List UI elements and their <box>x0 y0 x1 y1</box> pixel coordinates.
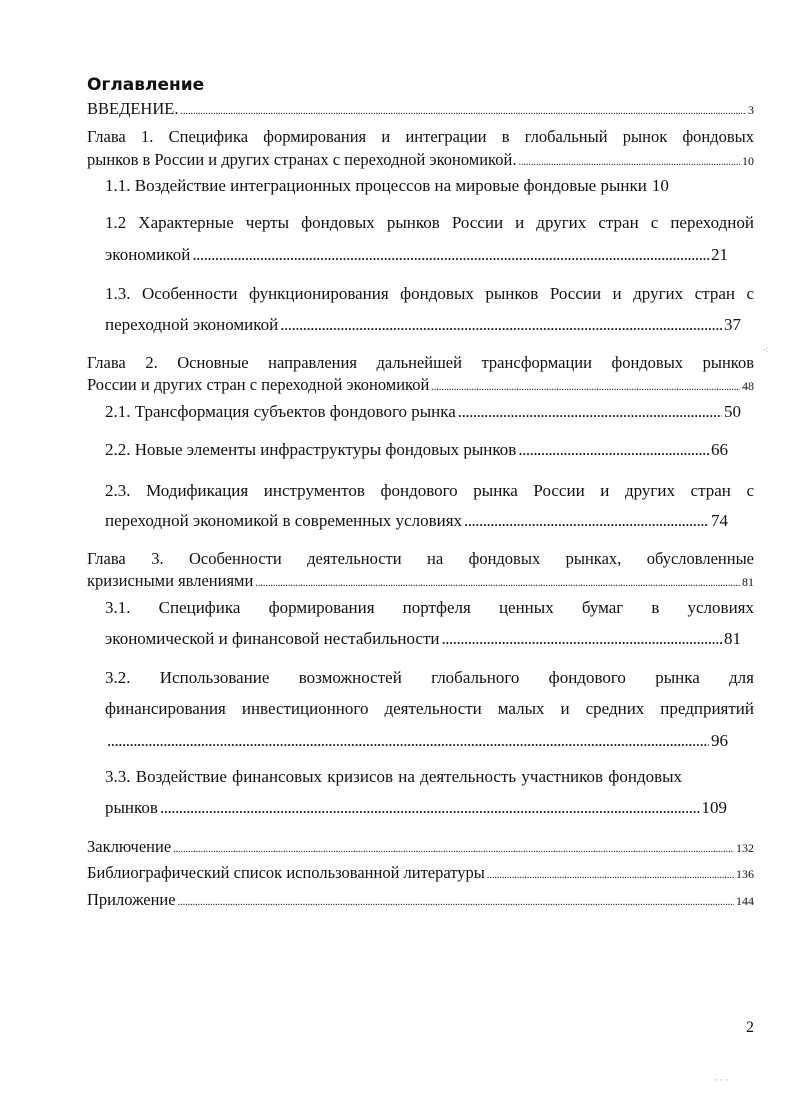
dot-leader <box>180 101 746 123</box>
toc-entry-label: переходной экономикой в современных условиях <box>105 511 463 530</box>
toc-section-3-3[interactable] <box>105 797 727 819</box>
toc-entry-label: 1.1. Воздействие интеграционных процессов на мировые фондовые рынки <box>105 176 647 195</box>
toc-chapter-3-line1[interactable]: Глава 3. Особенности деятельности на фондовых рынках, обусловленные <box>87 549 754 568</box>
toc-entry-bibliography[interactable] <box>87 862 754 887</box>
toc-section-2-3-line1[interactable]: 2.3. Модификация инструментов фондового рынка России и других стран с <box>105 481 754 500</box>
page-number: 2 <box>746 1019 754 1036</box>
toc-section-2-3[interactable] <box>105 510 728 532</box>
toc-entry-page: 81 <box>724 629 741 648</box>
toc-entry-page: 10 <box>742 154 754 168</box>
dot-leader <box>192 244 709 266</box>
toc-entry-label: Приложение <box>87 890 176 909</box>
toc-section-3-1[interactable] <box>105 628 741 650</box>
toc-section-3-2-line1[interactable]: 3.2. Использование возможностей глобального фондового рынка для <box>105 668 754 687</box>
toc-entry-page: 81 <box>742 575 754 589</box>
toc-entry-page: 132 <box>736 841 754 855</box>
dot-leader <box>173 839 734 861</box>
toc-entry-label: России и других стран с переходной экономикой <box>87 375 430 394</box>
toc-chapter-3[interactable] <box>87 570 754 595</box>
dot-leader <box>178 892 734 914</box>
toc-entry-label: переходной экономикой <box>105 315 279 334</box>
dot-leader <box>518 439 709 461</box>
toc-entry-label: 2.2. Новые элементы инфраструктуры фондовых рынков <box>105 440 517 459</box>
dot-leader <box>518 152 740 174</box>
toc-chapter-2-line1[interactable]: Глава 2. Основные направления дальнейшей трансформации фондовых рынков <box>87 353 754 372</box>
toc-entry-label: рынков в России и других странах с переходной экономикой. <box>87 150 517 169</box>
toc-entry-page: 10 <box>651 176 669 195</box>
toc-entry-page: 50 <box>724 402 741 421</box>
dot-leader <box>280 314 722 336</box>
toc-section-1-1[interactable] <box>105 175 754 197</box>
toc-section-1-3[interactable] <box>105 314 741 336</box>
toc-entry-label: экономикой <box>105 245 191 264</box>
toc-section-2-2[interactable] <box>105 439 728 461</box>
toc-section-2-1[interactable] <box>105 401 741 423</box>
toc-chapter-1-line1[interactable]: Глава 1. Специфика формирования и интеграции в глобальный рынок фондовых <box>87 127 754 146</box>
toc-section-3-2-line2[interactable]: финансирования инвестиционного деятельности малых и средних предприятий <box>105 699 754 718</box>
toc-section-1-2-line1[interactable]: 1.2 Характерные черты фондовых рынков России и других стран с переходной <box>105 213 754 232</box>
toc-entry-page: 109 <box>701 798 727 817</box>
dot-leader <box>160 797 700 819</box>
toc-title: Оглавление <box>87 75 205 95</box>
toc-entry-page: 3 <box>748 103 754 117</box>
toc-section-3-3-line1[interactable]: 3.3. Воздействие финансовых кризисов на деятельность участников фондовых <box>105 767 683 786</box>
toc-section-3-2[interactable] <box>105 730 728 752</box>
toc-entry-label: ВВЕДЕНИЕ. <box>87 99 179 118</box>
toc-entry-page: 144 <box>736 894 754 908</box>
toc-entry-page: 21 <box>711 245 728 264</box>
toc-entry-page: 66 <box>711 440 728 459</box>
dot-leader <box>442 628 722 650</box>
toc-entry-label: Библиографический список использованной литературы <box>87 863 485 882</box>
toc-entry-label: кризисными явлениями <box>87 571 254 590</box>
toc-entry-page: 74 <box>711 511 728 530</box>
toc-section-3-1-line1[interactable]: 3.1. Специфика формирования портфеля ценных бумаг в условиях <box>105 598 754 617</box>
toc-entry-label: рынков <box>105 798 158 817</box>
dot-leader <box>431 377 740 399</box>
toc-entry-page: 96 <box>711 731 728 750</box>
dot-leader <box>255 573 740 595</box>
scan-speck: ⁖ <box>763 345 769 355</box>
toc-chapter-1[interactable] <box>87 149 754 174</box>
toc-entry-page: 37 <box>724 315 741 334</box>
dot-leader <box>487 865 734 887</box>
dot-leader <box>464 510 709 532</box>
scan-speck: · · · <box>715 1075 729 1085</box>
toc-entry-page: 48 <box>742 379 754 393</box>
dot-leader <box>458 401 722 423</box>
toc-entry-page: 136 <box>736 867 754 881</box>
toc-section-1-3-line1[interactable]: 1.3. Особенности функционирования фондовых рынков России и других стран с <box>105 284 754 303</box>
toc-entry-label: экономической и финансовой нестабильности <box>105 629 440 648</box>
toc-chapter-2[interactable] <box>87 374 754 399</box>
toc-entry-conclusion[interactable] <box>87 836 754 861</box>
dot-leader <box>107 730 709 752</box>
toc-entry-label: Заключение <box>87 837 172 856</box>
toc-section-1-2[interactable] <box>105 244 728 266</box>
toc-entry-appendix[interactable] <box>87 889 754 914</box>
toc-entry-label: 2.1. Трансформация субъектов фондового рынка <box>105 402 456 421</box>
toc-entry-intro[interactable] <box>87 98 754 123</box>
